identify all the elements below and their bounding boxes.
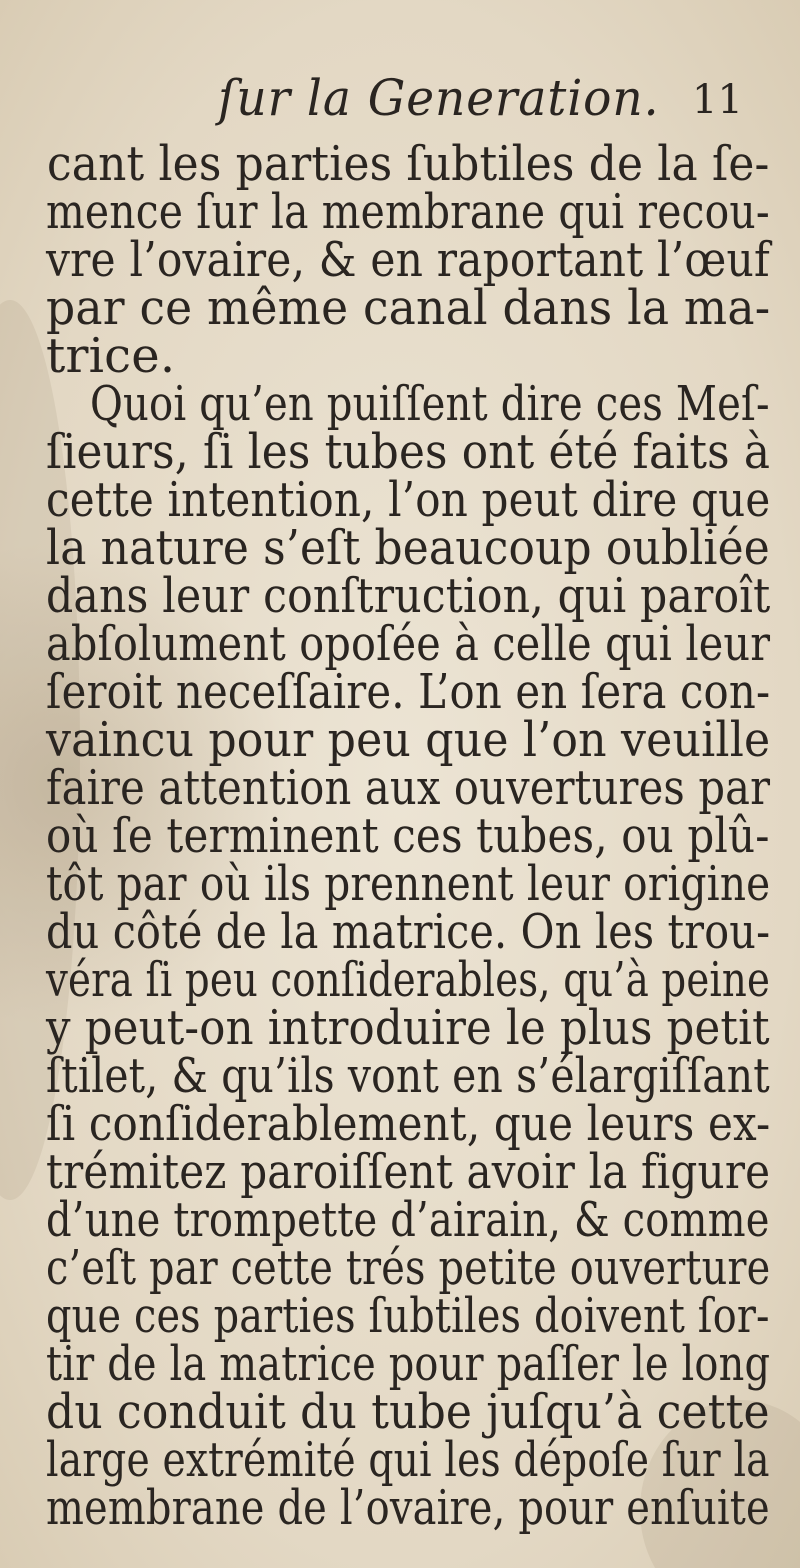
- text-line: la nature s’eſt beaucoup oubliée: [46, 520, 770, 576]
- text-line: dans leur conſtruction, qui paroît: [46, 568, 771, 624]
- text-line: ſi conſiderablement, que leurs ex-: [46, 1096, 771, 1152]
- text-line: ſeroit neceſſaire. L’on en ſera con-: [46, 664, 771, 720]
- text-line: du côté de la matrice. On les trou-: [46, 904, 771, 960]
- text-line: ſtilet, & qu’ils vont en s’élargiſſant: [46, 1048, 770, 1104]
- text-line: Quoi qu’en puiſſent dire ces Meſ-: [90, 376, 770, 432]
- text-line: d’une trompette d’airain, & comme: [46, 1192, 770, 1248]
- text-line: cant les parties ſubtiles de la ſe-: [47, 136, 770, 192]
- text-line: vaincu pour peu que l’on veuille: [46, 712, 771, 768]
- running-title: ſur la Generation.: [218, 69, 660, 127]
- text-line: faire attention aux ouvertures par: [46, 760, 771, 816]
- text-line: par ce même canal dans la ma-: [46, 280, 771, 336]
- text-line: tôt par où ils prennent leur origine: [46, 856, 771, 912]
- text-line: membrane de l’ovaire, pour enſuite: [46, 1480, 770, 1536]
- text-line: y peut-on introduire le plus petit: [46, 1000, 770, 1056]
- text-line: tir de la matrice pour paſſer le long: [46, 1336, 771, 1392]
- page-number: 11: [692, 77, 743, 123]
- text-line: ſieurs, ſi les tubes ont été faits à: [46, 424, 771, 480]
- text-line: véra ſi peu conſiderables, qu’à peine: [46, 952, 771, 1008]
- text-line: où ſe terminent ces tubes, ou plû-: [46, 808, 770, 864]
- text-line: que ces parties ſubtiles doivent ſor-: [46, 1288, 770, 1344]
- text-line: du conduit du tube juſqu’à cette: [46, 1384, 770, 1440]
- text-line: mence ſur la membrane qui recou-: [46, 184, 770, 240]
- text-line: large extrémité qui les dépoſe ſur la: [46, 1432, 770, 1488]
- page-header: [0, 66, 800, 136]
- text-line: abſolument opoſée à celle qui leur: [46, 616, 771, 672]
- text-line: cette intention, l’on peut dire que: [46, 472, 771, 528]
- text-line: trice.: [46, 328, 176, 384]
- text-line: trémitez paroiſſent avoir la figure: [46, 1144, 771, 1200]
- text-line: vre l’ovaire, & en raportant l’œuf: [46, 232, 770, 288]
- text-line: c’eſt par cette trés petite ouverture: [46, 1240, 771, 1296]
